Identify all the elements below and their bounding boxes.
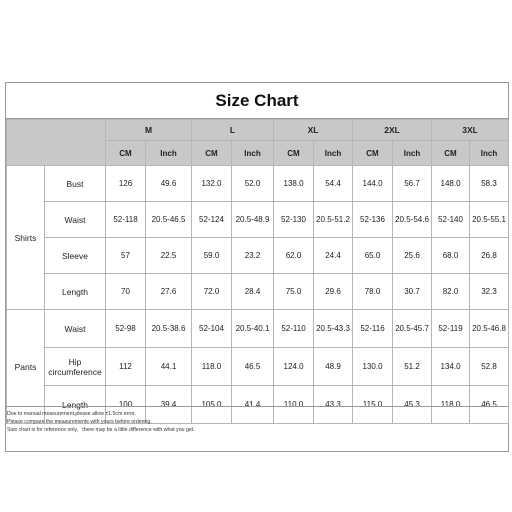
value-cell: 27.6 bbox=[146, 274, 192, 310]
value-cell: 56.7 bbox=[393, 166, 432, 202]
value-cell: 45.3 bbox=[393, 386, 432, 424]
group-label: Shirts bbox=[7, 166, 45, 310]
value-cell: 25.6 bbox=[393, 238, 432, 274]
value-cell: 148.0 bbox=[432, 166, 470, 202]
value-cell: 26.8 bbox=[470, 238, 509, 274]
size-table bbox=[6, 119, 509, 424]
value-cell: 115.0 bbox=[353, 386, 393, 424]
value-cell: 52-130 bbox=[274, 202, 314, 238]
measurement-label: Sleeve bbox=[45, 238, 106, 274]
value-cell: 52-136 bbox=[353, 202, 393, 238]
value-cell: 22.5 bbox=[146, 238, 192, 274]
value-cell: 20.5-45.7 bbox=[393, 310, 432, 348]
value-cell: 24.4 bbox=[314, 238, 353, 274]
value-cell: 144.0 bbox=[353, 166, 393, 202]
unit-header-inch: Inch bbox=[146, 141, 192, 166]
value-cell: 52-119 bbox=[432, 310, 470, 348]
size-header-row bbox=[7, 120, 509, 141]
value-cell: 46.5 bbox=[232, 348, 274, 386]
value-cell: 52-124 bbox=[192, 202, 232, 238]
value-cell: 44.1 bbox=[146, 348, 192, 386]
value-cell: 20.5-40.1 bbox=[232, 310, 274, 348]
unit-header-inch: Inch bbox=[393, 141, 432, 166]
value-cell: 100 bbox=[106, 386, 146, 424]
value-cell: 82.0 bbox=[432, 274, 470, 310]
value-cell: 65.0 bbox=[353, 238, 393, 274]
value-cell: 30.7 bbox=[393, 274, 432, 310]
unit-header-cm: CM bbox=[432, 141, 470, 166]
value-cell: 29.6 bbox=[314, 274, 353, 310]
table-row bbox=[7, 238, 509, 274]
value-cell: 110.0 bbox=[274, 386, 314, 424]
size-header: L bbox=[192, 120, 274, 141]
note-line: Please compare the measurements with yours before ordering. bbox=[7, 419, 152, 425]
value-cell: 59.0 bbox=[192, 238, 232, 274]
value-cell: 43.3 bbox=[314, 386, 353, 424]
value-cell: 58.3 bbox=[470, 166, 509, 202]
value-cell: 124.0 bbox=[274, 348, 314, 386]
value-cell: 46.5 bbox=[470, 386, 509, 424]
note-line: Due to manual measurement,please allow ±1.5cm error. bbox=[7, 411, 136, 417]
value-cell: 52-98 bbox=[106, 310, 146, 348]
value-cell: 52-118 bbox=[106, 202, 146, 238]
value-cell: 75.0 bbox=[274, 274, 314, 310]
value-cell: 52-110 bbox=[274, 310, 314, 348]
value-cell: 126 bbox=[106, 166, 146, 202]
size-header: XL bbox=[274, 120, 353, 141]
value-cell: 52-140 bbox=[432, 202, 470, 238]
size-header: 2XL bbox=[353, 120, 432, 141]
value-cell: 68.0 bbox=[432, 238, 470, 274]
measurement-label: Waist bbox=[45, 310, 106, 348]
value-cell: 130.0 bbox=[353, 348, 393, 386]
value-cell: 112 bbox=[106, 348, 146, 386]
chart-title: Size Chart bbox=[6, 83, 508, 119]
value-cell: 52-116 bbox=[353, 310, 393, 348]
unit-header-inch: Inch bbox=[470, 141, 509, 166]
header-corner bbox=[7, 120, 106, 166]
value-cell: 20.5-48.9 bbox=[232, 202, 274, 238]
unit-header-cm: CM bbox=[353, 141, 393, 166]
value-cell: 118.0 bbox=[192, 348, 232, 386]
measurement-label: Length bbox=[45, 386, 106, 424]
value-cell: 48.9 bbox=[314, 348, 353, 386]
value-cell: 20.5-55.1 bbox=[470, 202, 509, 238]
value-cell: 52-104 bbox=[192, 310, 232, 348]
table-row bbox=[7, 310, 509, 348]
unit-header-inch: Inch bbox=[232, 141, 274, 166]
value-cell: 54.4 bbox=[314, 166, 353, 202]
value-cell: 62.0 bbox=[274, 238, 314, 274]
value-cell: 39.4 bbox=[146, 386, 192, 424]
value-cell: 20.5-43.3 bbox=[314, 310, 353, 348]
table-row bbox=[7, 348, 509, 386]
value-cell: 72.0 bbox=[192, 274, 232, 310]
value-cell: 57 bbox=[106, 238, 146, 274]
table-row bbox=[7, 274, 509, 310]
table-row bbox=[7, 202, 509, 238]
value-cell: 51.2 bbox=[393, 348, 432, 386]
value-cell: 20.5-46.8 bbox=[470, 310, 509, 348]
value-cell: 134.0 bbox=[432, 348, 470, 386]
value-cell: 138.0 bbox=[274, 166, 314, 202]
value-cell: 78.0 bbox=[353, 274, 393, 310]
size-header: 3XL bbox=[432, 120, 509, 141]
unit-header-cm: CM bbox=[106, 141, 146, 166]
value-cell: 105.0 bbox=[192, 386, 232, 424]
table-row bbox=[7, 166, 509, 202]
value-cell: 20.5-46.5 bbox=[146, 202, 192, 238]
value-cell: 28.4 bbox=[232, 274, 274, 310]
size-chart-sheet bbox=[5, 82, 509, 452]
value-cell: 32.3 bbox=[470, 274, 509, 310]
unit-header-cm: CM bbox=[192, 141, 232, 166]
measurement-label: Bust bbox=[45, 166, 106, 202]
value-cell: 23.2 bbox=[232, 238, 274, 274]
value-cell: 118.0 bbox=[432, 386, 470, 424]
value-cell: 20.5-54.6 bbox=[393, 202, 432, 238]
measurement-label: Waist bbox=[45, 202, 106, 238]
unit-header-inch: Inch bbox=[314, 141, 353, 166]
value-cell: 41.4 bbox=[232, 386, 274, 424]
size-header: M bbox=[106, 120, 192, 141]
measurement-label: Length bbox=[45, 274, 106, 310]
value-cell: 20.5-38.6 bbox=[146, 310, 192, 348]
value-cell: 70 bbox=[106, 274, 146, 310]
value-cell: 20.5-51.2 bbox=[314, 202, 353, 238]
unit-header-cm: CM bbox=[274, 141, 314, 166]
group-label: Pants bbox=[7, 310, 45, 424]
measurement-label: Hip circumference bbox=[45, 348, 106, 386]
value-cell: 52.0 bbox=[232, 166, 274, 202]
value-cell: 49.6 bbox=[146, 166, 192, 202]
note-line: Size chart is for reference only，there may be a little difference with what you get. bbox=[7, 427, 195, 433]
notes bbox=[6, 406, 508, 434]
value-cell: 132.0 bbox=[192, 166, 232, 202]
value-cell: 52.8 bbox=[470, 348, 509, 386]
